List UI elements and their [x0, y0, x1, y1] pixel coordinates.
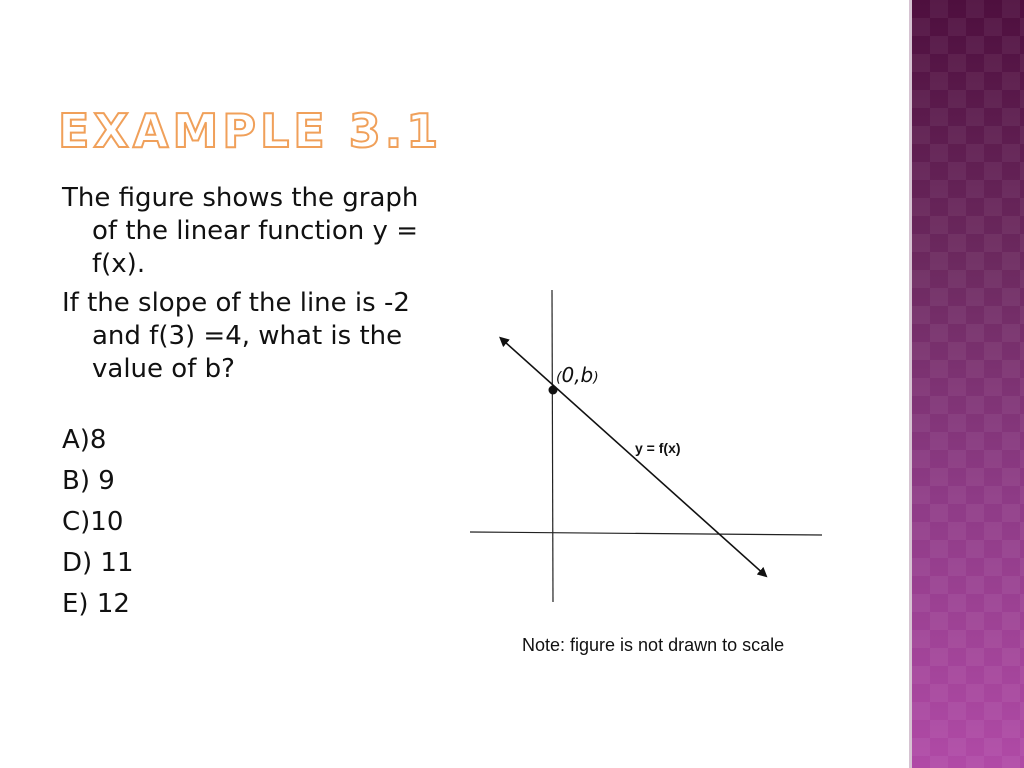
answer-choice-a: A)8: [62, 425, 107, 455]
y-axis: [552, 290, 553, 602]
slide-title: EXAMPLE 3.1: [58, 104, 443, 158]
function-line: [505, 342, 766, 576]
spacer: [62, 392, 422, 420]
answer-choice-e: E) 12: [62, 589, 130, 619]
line-graph-figure: [460, 280, 840, 620]
question-text: [62, 182, 422, 625]
y-intercept-point: [549, 386, 558, 395]
answer-choice-c: C)10: [62, 507, 124, 537]
decorative-side-band: [912, 0, 1024, 768]
side-band-edge: [909, 0, 912, 768]
y-intercept-label: (0,b): [556, 363, 599, 387]
question-paragraph-1: The figure shows the graph of the linear function y = f(x).: [62, 183, 419, 279]
function-label: y = f(x): [635, 440, 681, 456]
x-axis: [470, 532, 822, 535]
answer-choice-d: D) 11: [62, 548, 134, 578]
answer-choice-b: B) 9: [62, 466, 115, 496]
figure-note: Note: figure is not drawn to scale: [522, 635, 785, 655]
question-paragraph-2: If the slope of the line is -2 and f(3) =4, what is the value of b?: [62, 288, 410, 384]
